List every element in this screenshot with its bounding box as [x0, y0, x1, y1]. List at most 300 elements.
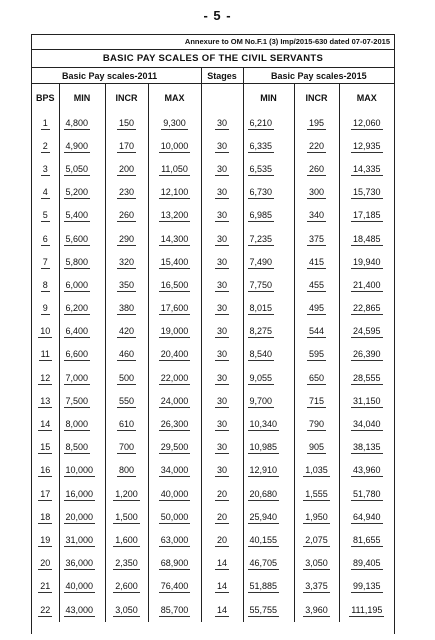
- cell-bps: [32, 205, 59, 228]
- cell-max-2011: [148, 182, 201, 205]
- cell-min-2011: [59, 576, 105, 599]
- cell-bps: [32, 344, 59, 367]
- cell-stages-value: 30: [217, 279, 228, 290]
- cell-incr-2011-value: 500: [118, 372, 135, 383]
- cell-stages-value: 14: [217, 604, 228, 615]
- cell-max-2015-value: 18,485: [353, 233, 381, 244]
- pay-scale-sheet: [31, 34, 395, 634]
- cell-min-2011-value: 5,600: [65, 233, 89, 244]
- cell-max-2011: [148, 228, 201, 251]
- cell-stages: [201, 112, 243, 135]
- cell-max-2011: [148, 599, 201, 622]
- cell-stages: [201, 274, 243, 297]
- cell-bps-value: 18: [40, 511, 51, 522]
- cell-min-2015: [243, 599, 294, 622]
- cell-min-2015: [243, 112, 294, 135]
- cell-max-2015-value: 14,335: [353, 163, 381, 174]
- cell-incr-2015: [294, 437, 339, 460]
- cell-min-2011: [59, 182, 105, 205]
- cell-min-2015: [243, 274, 294, 297]
- cell-stages: [201, 158, 243, 181]
- cell-bps-value: 22: [40, 604, 51, 615]
- document-title: BASIC PAY SCALES OF THE CIVIL SERVANTS: [32, 50, 394, 68]
- cell-min-2011: [59, 205, 105, 228]
- cell-incr-2015-value: 650: [309, 372, 325, 383]
- cell-stages: [201, 413, 243, 436]
- cell-incr-2015: [294, 576, 339, 599]
- cell-incr-2015: [294, 298, 339, 321]
- cell-max-2011: [148, 413, 201, 436]
- cell-stages-value: 30: [217, 419, 228, 430]
- cell-max-2015-value: 19,940: [353, 256, 381, 267]
- table-row: [32, 553, 394, 576]
- group-header-row: [32, 68, 394, 84]
- cell-min-2015-value: 6,335: [249, 140, 273, 151]
- header-max-2011: MAX: [148, 84, 201, 113]
- cell-incr-2011: [105, 483, 148, 506]
- cell-max-2011-value: 16,500: [160, 279, 189, 290]
- cell-incr-2011-value: 320: [118, 256, 135, 267]
- cell-max-2011-value: 12,100: [160, 187, 189, 198]
- cell-bps: [32, 135, 59, 158]
- cell-min-2011-value: 4,900: [65, 140, 89, 151]
- cell-min-2011: [59, 367, 105, 390]
- cell-max-2011-value: 22,000: [160, 372, 189, 383]
- cell-min-2011-value: 7,000: [65, 372, 89, 383]
- cell-max-2015-value: 64,940: [353, 511, 381, 522]
- table-row: [32, 367, 394, 390]
- cell-incr-2011: [105, 135, 148, 158]
- cell-bps-value: 4: [42, 187, 48, 198]
- cell-stages: [201, 135, 243, 158]
- cell-max-2011-value: 63,000: [160, 534, 189, 545]
- cell-max-2015-value: 81,655: [353, 534, 381, 545]
- group-header-2011: Basic Pay scales-2011: [32, 68, 201, 84]
- cell-incr-2011-value: 700: [118, 442, 135, 453]
- cell-min-2015-value: 7,235: [249, 233, 273, 244]
- cell-stages: [201, 182, 243, 205]
- cell-min-2015-value: 10,340: [249, 419, 278, 430]
- table-row: [32, 112, 394, 135]
- cell-min-2015-value: 20,680: [249, 488, 278, 499]
- cell-min-2015-value: 10,985: [249, 442, 278, 453]
- cell-max-2015: [339, 251, 394, 274]
- cell-bps-value: 17: [40, 488, 51, 499]
- header-bps: BPS: [35, 93, 55, 103]
- cell-incr-2011: [105, 390, 148, 413]
- cell-bps: [32, 251, 59, 274]
- cell-min-2015: [243, 576, 294, 599]
- cell-max-2011-value: 9,300: [163, 117, 186, 128]
- cell-min-2011: [59, 344, 105, 367]
- cell-max-2015-value: 31,150: [353, 395, 381, 406]
- cell-min-2015-value: 6,210: [249, 117, 273, 128]
- cell-min-2011-value: 40,000: [65, 581, 94, 592]
- cell-min-2015: [243, 437, 294, 460]
- cell-max-2015: [339, 135, 394, 158]
- cell-stages: [201, 576, 243, 599]
- cell-min-2011-value: 8,500: [65, 442, 89, 453]
- cell-incr-2011: [105, 298, 148, 321]
- cell-max-2015: [339, 274, 394, 297]
- cell-min-2011: [59, 506, 105, 529]
- cell-stages: [201, 251, 243, 274]
- cell-max-2011-value: 19,000: [160, 326, 189, 337]
- cell-min-2011-value: 20,000: [65, 511, 94, 522]
- cell-max-2015: [339, 158, 394, 181]
- cell-max-2011: [148, 274, 201, 297]
- cell-min-2011: [59, 390, 105, 413]
- cell-bps-value: 14: [40, 419, 51, 430]
- cell-stages: [201, 344, 243, 367]
- cell-min-2011-value: 36,000: [65, 558, 94, 569]
- cell-incr-2015-value: 3,375: [305, 581, 328, 592]
- cell-min-2015: [243, 321, 294, 344]
- cell-incr-2011: [105, 344, 148, 367]
- cell-incr-2015-value: 455: [309, 279, 325, 290]
- cell-max-2011-value: 85,700: [160, 604, 189, 615]
- cell-bps-value: 12: [40, 372, 51, 383]
- cell-incr-2011: [105, 251, 148, 274]
- cell-min-2015-value: 7,750: [249, 279, 273, 290]
- cell-max-2011: [148, 553, 201, 576]
- cell-min-2011: [59, 483, 105, 506]
- cell-min-2015: [243, 251, 294, 274]
- cell-max-2011: [148, 506, 201, 529]
- cell-max-2011: [148, 251, 201, 274]
- cell-max-2011-value: 14,300: [160, 233, 189, 244]
- cell-min-2011-value: 7,500: [65, 395, 89, 406]
- cell-max-2015: [339, 529, 394, 552]
- table-row: [32, 182, 394, 205]
- cell-bps: [32, 182, 59, 205]
- cell-stages: [201, 599, 243, 622]
- cell-min-2011: [59, 413, 105, 436]
- table-row: [32, 298, 394, 321]
- cell-stages: [201, 483, 243, 506]
- cell-max-2011: [148, 390, 201, 413]
- cell-incr-2015: [294, 274, 339, 297]
- cell-max-2011: [148, 298, 201, 321]
- cell-min-2015: [243, 182, 294, 205]
- cell-min-2015: [243, 205, 294, 228]
- cell-max-2015: [339, 599, 394, 622]
- cell-bps-value: 3: [42, 163, 48, 174]
- cell-incr-2015: [294, 529, 339, 552]
- cell-incr-2015: [294, 344, 339, 367]
- header-stages: [201, 84, 243, 113]
- cell-max-2011: [148, 460, 201, 483]
- cell-max-2015-value: 22,865: [353, 303, 381, 314]
- cell-stages-value: 30: [217, 326, 228, 337]
- cell-bps-value: 16: [40, 465, 51, 476]
- cell-max-2015: [339, 112, 394, 135]
- cell-min-2011: [59, 437, 105, 460]
- cell-min-2015: [243, 553, 294, 576]
- cell-incr-2015: [294, 182, 339, 205]
- cell-max-2015: [339, 413, 394, 436]
- cell-min-2011: [59, 529, 105, 552]
- cell-incr-2011: [105, 112, 148, 135]
- column-header-row: [32, 84, 394, 113]
- cell-incr-2011: [105, 413, 148, 436]
- cell-bps-value: 6: [42, 233, 48, 244]
- cell-incr-2011: [105, 599, 148, 622]
- cell-incr-2011-value: 150: [118, 117, 135, 128]
- table-row: [32, 413, 394, 436]
- cell-max-2015: [339, 344, 394, 367]
- cell-stages: [201, 460, 243, 483]
- cell-max-2011-value: 24,000: [160, 395, 189, 406]
- cell-bps-value: 7: [42, 256, 48, 267]
- cell-incr-2015-value: 790: [309, 419, 325, 430]
- cell-bps: [32, 483, 59, 506]
- header-max-2015: MAX: [339, 84, 394, 113]
- pay-scale-table: [32, 68, 394, 622]
- cell-min-2011: [59, 158, 105, 181]
- cell-bps-value: 2: [42, 140, 48, 151]
- cell-min-2015-value: 51,885: [249, 581, 278, 592]
- cell-incr-2015: [294, 112, 339, 135]
- cell-bps: [32, 112, 59, 135]
- cell-max-2011-value: 34,000: [160, 465, 189, 476]
- cell-incr-2015: [294, 390, 339, 413]
- cell-incr-2011-value: 350: [118, 279, 135, 290]
- cell-max-2015-value: 51,780: [353, 488, 381, 499]
- cell-max-2015: [339, 321, 394, 344]
- cell-max-2015-value: 38,135: [353, 442, 381, 453]
- table-row: [32, 529, 394, 552]
- cell-bps-value: 19: [40, 534, 51, 545]
- cell-incr-2011: [105, 367, 148, 390]
- cell-incr-2015-value: 495: [309, 303, 325, 314]
- cell-max-2015-value: 111,195: [351, 604, 383, 615]
- cell-incr-2011-value: 2,600: [115, 581, 138, 592]
- cell-incr-2011-value: 200: [118, 163, 135, 174]
- cell-stages-value: 14: [217, 581, 228, 592]
- cell-bps: [32, 599, 59, 622]
- cell-bps: [32, 553, 59, 576]
- cell-max-2015-value: 15,730: [353, 187, 381, 198]
- cell-bps-value: 15: [40, 442, 51, 453]
- cell-incr-2011-value: 230: [118, 187, 135, 198]
- cell-max-2015-value: 89,405: [353, 558, 381, 569]
- cell-min-2015-value: 55,755: [249, 604, 278, 615]
- cell-incr-2011: [105, 158, 148, 181]
- cell-bps-value: 10: [40, 326, 51, 337]
- cell-bps: [32, 506, 59, 529]
- cell-incr-2015: [294, 413, 339, 436]
- cell-min-2011-value: 8,000: [65, 419, 89, 430]
- cell-incr-2011-value: 290: [118, 233, 135, 244]
- cell-bps-value: 21: [40, 581, 51, 592]
- cell-min-2015: [243, 367, 294, 390]
- cell-min-2015-value: 6,535: [249, 163, 273, 174]
- cell-stages-value: 30: [217, 442, 228, 453]
- cell-bps: [32, 298, 59, 321]
- cell-stages-value: 30: [217, 117, 228, 128]
- cell-incr-2015: [294, 251, 339, 274]
- table-row: [32, 251, 394, 274]
- cell-incr-2015: [294, 460, 339, 483]
- group-header-2015: Basic Pay scales-2015: [243, 68, 394, 84]
- cell-incr-2015: [294, 506, 339, 529]
- cell-min-2011-value: 6,600: [65, 349, 89, 360]
- cell-max-2015: [339, 228, 394, 251]
- cell-bps-value: 20: [40, 558, 51, 569]
- cell-stages-value: 30: [217, 140, 228, 151]
- pay-scale-rows: [32, 112, 394, 622]
- cell-stages: [201, 390, 243, 413]
- cell-min-2011: [59, 321, 105, 344]
- cell-bps: [32, 413, 59, 436]
- cell-max-2011-value: 76,400: [160, 581, 189, 592]
- cell-min-2011-value: 43,000: [65, 604, 94, 615]
- cell-min-2015-value: 8,275: [249, 326, 273, 337]
- cell-incr-2011: [105, 274, 148, 297]
- cell-bps: [32, 367, 59, 390]
- cell-bps: [32, 529, 59, 552]
- cell-max-2015-value: 17,185: [353, 210, 381, 221]
- cell-incr-2015-value: 195: [309, 117, 325, 128]
- cell-incr-2015-value: 3,050: [305, 558, 328, 569]
- table-row: [32, 274, 394, 297]
- cell-max-2011: [148, 576, 201, 599]
- cell-min-2015: [243, 158, 294, 181]
- cell-min-2015: [243, 460, 294, 483]
- cell-incr-2015-value: 1,950: [305, 511, 328, 522]
- cell-max-2011: [148, 437, 201, 460]
- cell-min-2011-value: 10,000: [65, 465, 94, 476]
- cell-max-2015-value: 34,040: [353, 419, 381, 430]
- cell-min-2015-value: 25,940: [249, 511, 278, 522]
- cell-max-2015: [339, 460, 394, 483]
- header-incr-2015: INCR: [294, 84, 339, 113]
- cell-incr-2015-value: 300: [309, 187, 325, 198]
- cell-incr-2011-value: 420: [118, 326, 135, 337]
- cell-incr-2015-value: 340: [309, 210, 325, 221]
- cell-incr-2011: [105, 228, 148, 251]
- cell-incr-2011-value: 550: [118, 395, 135, 406]
- cell-incr-2015-value: 415: [309, 256, 325, 267]
- cell-min-2015: [243, 483, 294, 506]
- cell-stages-value: 30: [217, 372, 228, 383]
- cell-stages: [201, 298, 243, 321]
- cell-incr-2015-value: 905: [309, 442, 325, 453]
- cell-max-2011-value: 50,000: [160, 511, 189, 522]
- cell-min-2015: [243, 506, 294, 529]
- cell-min-2011-value: 5,400: [65, 210, 89, 221]
- cell-bps: [32, 158, 59, 181]
- cell-incr-2011-value: 260: [118, 210, 135, 221]
- cell-incr-2015-value: 715: [309, 395, 325, 406]
- cell-stages: [201, 367, 243, 390]
- cell-max-2015: [339, 298, 394, 321]
- cell-max-2015-value: 12,935: [353, 140, 381, 151]
- cell-incr-2015: [294, 228, 339, 251]
- cell-min-2015-value: 8,015: [249, 303, 273, 314]
- cell-stages-value: 30: [217, 303, 228, 314]
- cell-stages: [201, 228, 243, 251]
- cell-min-2015-value: 6,985: [249, 210, 273, 221]
- cell-incr-2011: [105, 576, 148, 599]
- cell-min-2011: [59, 135, 105, 158]
- cell-bps-value: 5: [42, 210, 48, 221]
- cell-stages-value: 30: [217, 349, 228, 360]
- cell-incr-2011-value: 610: [118, 419, 135, 430]
- cell-incr-2011-value: 1,200: [115, 488, 138, 499]
- cell-stages-value: 20: [217, 511, 228, 522]
- table-row: [32, 599, 394, 622]
- cell-min-2011-value: 5,200: [65, 187, 89, 198]
- cell-min-2015: [243, 298, 294, 321]
- cell-incr-2015: [294, 321, 339, 344]
- cell-max-2011-value: 29,500: [160, 442, 189, 453]
- group-header-stages: Stages: [201, 68, 243, 84]
- cell-incr-2011: [105, 506, 148, 529]
- table-row: [32, 506, 394, 529]
- cell-incr-2015: [294, 205, 339, 228]
- cell-max-2011: [148, 158, 201, 181]
- cell-min-2011: [59, 112, 105, 135]
- cell-max-2011: [148, 321, 201, 344]
- cell-bps: [32, 390, 59, 413]
- cell-incr-2015-value: 1,555: [305, 488, 328, 499]
- cell-max-2015-value: 28,555: [353, 372, 381, 383]
- cell-bps: [32, 228, 59, 251]
- table-row: [32, 483, 394, 506]
- cell-incr-2011: [105, 437, 148, 460]
- cell-bps: [32, 321, 59, 344]
- cell-incr-2011: [105, 321, 148, 344]
- cell-incr-2011-value: 2,350: [115, 558, 138, 569]
- cell-stages-value: 30: [217, 256, 228, 267]
- cell-min-2015-value: 12,910: [249, 465, 278, 476]
- cell-max-2011: [148, 483, 201, 506]
- cell-stages-value: 20: [217, 534, 228, 545]
- cell-incr-2011: [105, 460, 148, 483]
- cell-max-2015: [339, 205, 394, 228]
- cell-bps-value: 1: [42, 117, 48, 128]
- cell-stages-value: 14: [217, 558, 228, 569]
- table-row: [32, 321, 394, 344]
- cell-max-2015: [339, 483, 394, 506]
- cell-bps-value: 9: [42, 303, 48, 314]
- cell-min-2011-value: 16,000: [65, 488, 94, 499]
- cell-incr-2015-value: 544: [309, 326, 325, 337]
- cell-max-2011: [148, 205, 201, 228]
- table-row: [32, 344, 394, 367]
- cell-max-2015: [339, 437, 394, 460]
- cell-min-2015-value: 8,540: [249, 349, 273, 360]
- cell-max-2015: [339, 506, 394, 529]
- cell-min-2011: [59, 251, 105, 274]
- cell-max-2011-value: 40,000: [160, 488, 189, 499]
- cell-max-2015-value: 43,960: [353, 465, 381, 476]
- cell-min-2011-value: 4,800: [65, 117, 89, 128]
- cell-max-2015-value: 12,060: [353, 117, 381, 128]
- cell-bps-value: 8: [42, 279, 48, 290]
- cell-max-2015: [339, 182, 394, 205]
- cell-stages: [201, 321, 243, 344]
- cell-min-2015-value: 9,700: [249, 395, 273, 406]
- cell-min-2011: [59, 274, 105, 297]
- cell-max-2011: [148, 367, 201, 390]
- cell-incr-2011: [105, 529, 148, 552]
- cell-bps: [32, 576, 59, 599]
- page-number: - 5 -: [203, 8, 232, 23]
- cell-max-2011-value: 13,200: [160, 210, 189, 221]
